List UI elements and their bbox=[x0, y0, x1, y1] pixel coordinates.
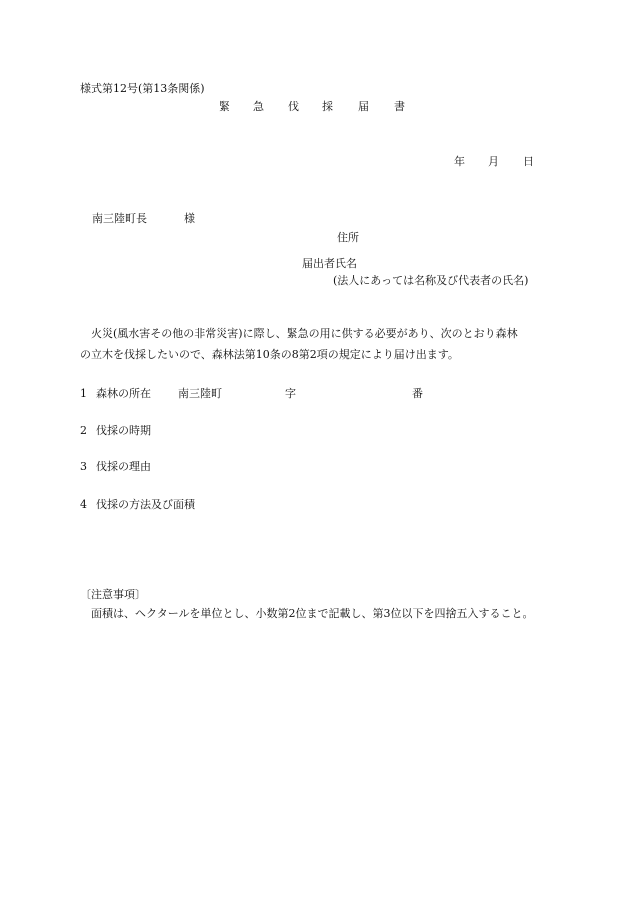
item-number: 4 bbox=[80, 498, 87, 511]
item-number: 3 bbox=[80, 460, 87, 473]
title-char: 採 bbox=[322, 100, 333, 113]
item-label: 伐採の時期 bbox=[96, 424, 151, 437]
address-label: 住所 bbox=[337, 231, 359, 244]
title-char: 書 bbox=[394, 100, 405, 113]
form-number: 様式第12号(第13条関係) bbox=[80, 82, 205, 95]
applicant-note: (法人にあっては名称及び代表者の氏名) bbox=[333, 274, 529, 287]
item-label: 伐採の理由 bbox=[96, 460, 151, 473]
addressee-honorific: 様 bbox=[184, 212, 195, 225]
date-day-label: 日 bbox=[523, 155, 534, 168]
title-char: 届 bbox=[358, 100, 369, 113]
item-label: 森林の所在 bbox=[96, 387, 151, 400]
item-aza: 字 bbox=[285, 387, 296, 400]
title-char: 伐 bbox=[288, 100, 299, 113]
title-char: 緊 bbox=[219, 100, 230, 113]
applicant-name-label: 届出者氏名 bbox=[302, 257, 357, 270]
title-char: 急 bbox=[253, 100, 264, 113]
item-number: 1 bbox=[80, 387, 87, 400]
date-year-label: 年 bbox=[454, 155, 465, 168]
item-ban: 番 bbox=[412, 387, 423, 400]
notes-heading: 〔注意事項〕 bbox=[80, 588, 146, 601]
item-number: 2 bbox=[80, 424, 87, 437]
item-town: 南三陸町 bbox=[178, 387, 222, 400]
notes-text: 面積は、ヘクタールを単位とし、小数第2位まで記載し、第3位以下を四捨五入すること。 bbox=[91, 607, 534, 620]
date-month-label: 月 bbox=[488, 155, 499, 168]
body-line: 火災(風水害その他の非常災害)に際し、緊急の用に供する必要があり、次のとおり森林 bbox=[91, 327, 518, 340]
addressee-name: 南三陸町長 bbox=[92, 212, 147, 225]
body-line: の立木を伐採したいので、森林法第10条の8第2項の規定により届け出ます。 bbox=[80, 348, 459, 361]
item-label: 伐採の方法及び面積 bbox=[96, 498, 195, 511]
